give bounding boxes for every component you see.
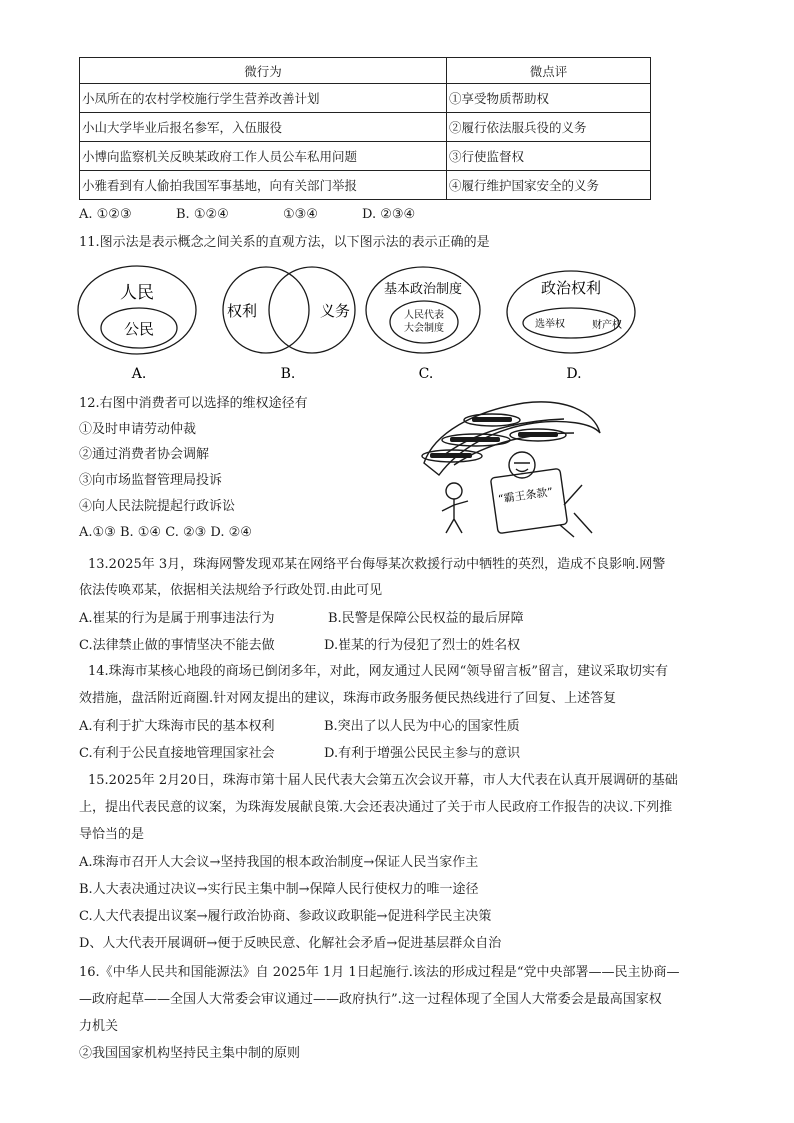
consumer-body — [442, 499, 468, 533]
diagram-b-left-label: 权利 — [226, 302, 258, 320]
micro-behavior-table — [79, 57, 651, 200]
q13-option-d: D.崔某的行为侵犯了烈士的姓名权 — [324, 638, 521, 653]
q14-option-d: D.有利于增强公民民主参与的意识 — [324, 746, 521, 761]
q15-option: C.人大代表提出议案→履行政治协商、参政议政职能→促进科学民主决策 — [79, 909, 492, 924]
diagram-b-right-label: 义务 — [319, 302, 351, 320]
merchant-face — [514, 463, 530, 472]
q14-option-c: C.有利于公民直接地管理国家社会 — [79, 746, 275, 761]
q14-option-a: A.有利于扩大珠海市民的基本权利 — [79, 719, 275, 734]
q12-stem: 12.右图中消费者可以选择的维权途径有 — [79, 396, 308, 411]
table-row — [80, 84, 651, 113]
q15-line: 导恰当的是 — [79, 827, 145, 842]
q12-item: ①及时申请劳动仲裁 — [79, 422, 197, 437]
diagram-d-outer-label: 政治权利 — [540, 279, 602, 297]
tag-text-mark — [430, 453, 472, 458]
q12-item: ②通过消费者协会调解 — [79, 447, 210, 462]
diagram-b-letter: B. — [280, 366, 296, 382]
q13-option-b: B.民警是保障公民权益的最后屏障 — [328, 611, 524, 626]
diagram-c-outer-label: 基本政治制度 — [383, 282, 463, 297]
q12-item: ③向市场监督管理局投诉 — [79, 473, 223, 488]
tag-text-mark — [472, 417, 512, 422]
outer-ellipse — [78, 266, 196, 354]
q13-line: 13.2025年 3月，珠海网警发现邓某在网络平台侮辱某次救援行动中牺牲的英烈，造成不良影响.网警 — [88, 557, 666, 572]
q15-option: B.人大表决通过决议→实行民主集中制→保障人民行使权力的唯一途径 — [79, 882, 479, 897]
diagram-c-inner-line2: 大会制度 — [404, 323, 444, 334]
q13-option-c: C.法律禁止做的事情坚决不能去做 — [79, 638, 275, 653]
table-cell: 小凤所在的农村学校施行学生营养改善计划 — [80, 84, 447, 113]
inner-ellipse — [390, 301, 458, 343]
table-header: 微点评 — [447, 58, 651, 84]
table-row — [80, 171, 651, 200]
table-cell: 小山大学毕业后报名参军，入伍服役 — [80, 113, 447, 142]
tag-text-mark — [518, 432, 558, 437]
q16-line: 力机关 — [79, 1019, 119, 1034]
table-cell: ④履行维护国家安全的义务 — [447, 171, 651, 200]
q12-options: A.①③ B. ①④ C. ②③ D. ②④ — [79, 525, 252, 540]
diagram-d-inner-label-2: 财产权 — [592, 320, 622, 331]
diagram-a — [78, 266, 196, 382]
diagram-c-letter: C. — [418, 366, 434, 382]
diagram-a-letter: A. — [131, 366, 147, 382]
diagram-d — [507, 271, 635, 382]
q15-line: 15.2025年 2月20日，珠海市第十届人民代表大会第五次会议开幕，市人大代表在认真开展调研的基础 — [88, 773, 678, 788]
table-row — [80, 113, 651, 142]
diagram-a-outer-label: 人民 — [120, 283, 154, 303]
diagram-c — [366, 267, 480, 382]
q16-line: 16.《中华人民共和国能源法》自 2025年 1月 1日起施行.该法的形成过程是“党中央部署——民主协商— — [79, 965, 680, 980]
table-row — [80, 142, 651, 171]
q15-option: D、人大代表开展调研→便于反映民意、化解社会矛盾→促进基层群众自治 — [79, 936, 502, 951]
q15-line: 上，提出代表民意的议案，为珠海发展献良策.大会还表决通过了关于市人民政府工作报告的决议.下列推 — [79, 800, 673, 815]
merchant-limbs — [560, 485, 592, 537]
diagram-a-inner-label: 公民 — [123, 320, 155, 338]
table-header: 微行为 — [80, 58, 447, 84]
table-cell: ③行使监督权 — [447, 142, 651, 171]
q14-option-b: B.突出了以人民为中心的国家性质 — [324, 719, 520, 734]
q14-line: 效措施，盘活附近商圈.针对网友提出的建议，珠海市政务服务便民热线进行了回复、上述答复 — [79, 691, 617, 706]
cartoon-label: “霸王条款” — [497, 485, 554, 506]
q12-item: ④向人民法院提起行政诉讼 — [79, 499, 236, 514]
table-header-row — [80, 58, 651, 84]
diagram-c-inner-line1: 人民代表 — [404, 310, 444, 321]
q10-option-a: A. ①②③ — [79, 207, 132, 222]
diagram-b — [223, 267, 355, 382]
diagram-d-inner-label-1: 选举权 — [535, 319, 565, 330]
q10-option-c: ①③④ — [283, 207, 318, 222]
q13-option-a: A.崔某的行为是属于刑事违法行为 — [79, 611, 275, 626]
q10-option-b: B. ①②④ — [176, 207, 229, 222]
tag-text-mark — [450, 437, 500, 442]
q14-line: 14.珠海市某核心地段的商场已倒闭多年，对此，网友通过人民网“领导留言板”留言，建议采取切实有 — [88, 664, 668, 679]
consumer-head — [446, 483, 462, 499]
venn-diagrams — [76, 262, 716, 384]
q13-line: 依法传唤邓某，依据相关法规给予行政处罚.由此可见 — [79, 583, 383, 598]
table-cell: 小博向监察机关反映某政府工作人员公车私用问题 — [80, 142, 447, 171]
q15-option: A.珠海市召开人大会议→坚持我国的根本政治制度→保证人民当家作主 — [79, 855, 479, 870]
table-cell: 小雅看到有人偷拍我国军事基地，向有关部门举报 — [80, 171, 447, 200]
diagram-d-letter: D. — [566, 366, 582, 382]
q11-stem: 11.图示法是表示概念之间关系的直观方法，以下图示法的表示正确的是 — [79, 235, 490, 250]
table-cell: ②履行依法服兵役的义务 — [447, 113, 651, 142]
q16-line: —政府起草——全国人大常委会审议通过——政府执行”.这一过程体现了全国人大常委会是最高国家权 — [79, 992, 662, 1007]
q16-line: ②我国国家机构坚持民主集中制的原则 — [79, 1046, 301, 1061]
q10-option-d: D. ②③④ — [362, 207, 416, 222]
consumer-rights-cartoon — [414, 393, 610, 539]
table-cell: ①享受物质帮助权 — [447, 84, 651, 113]
